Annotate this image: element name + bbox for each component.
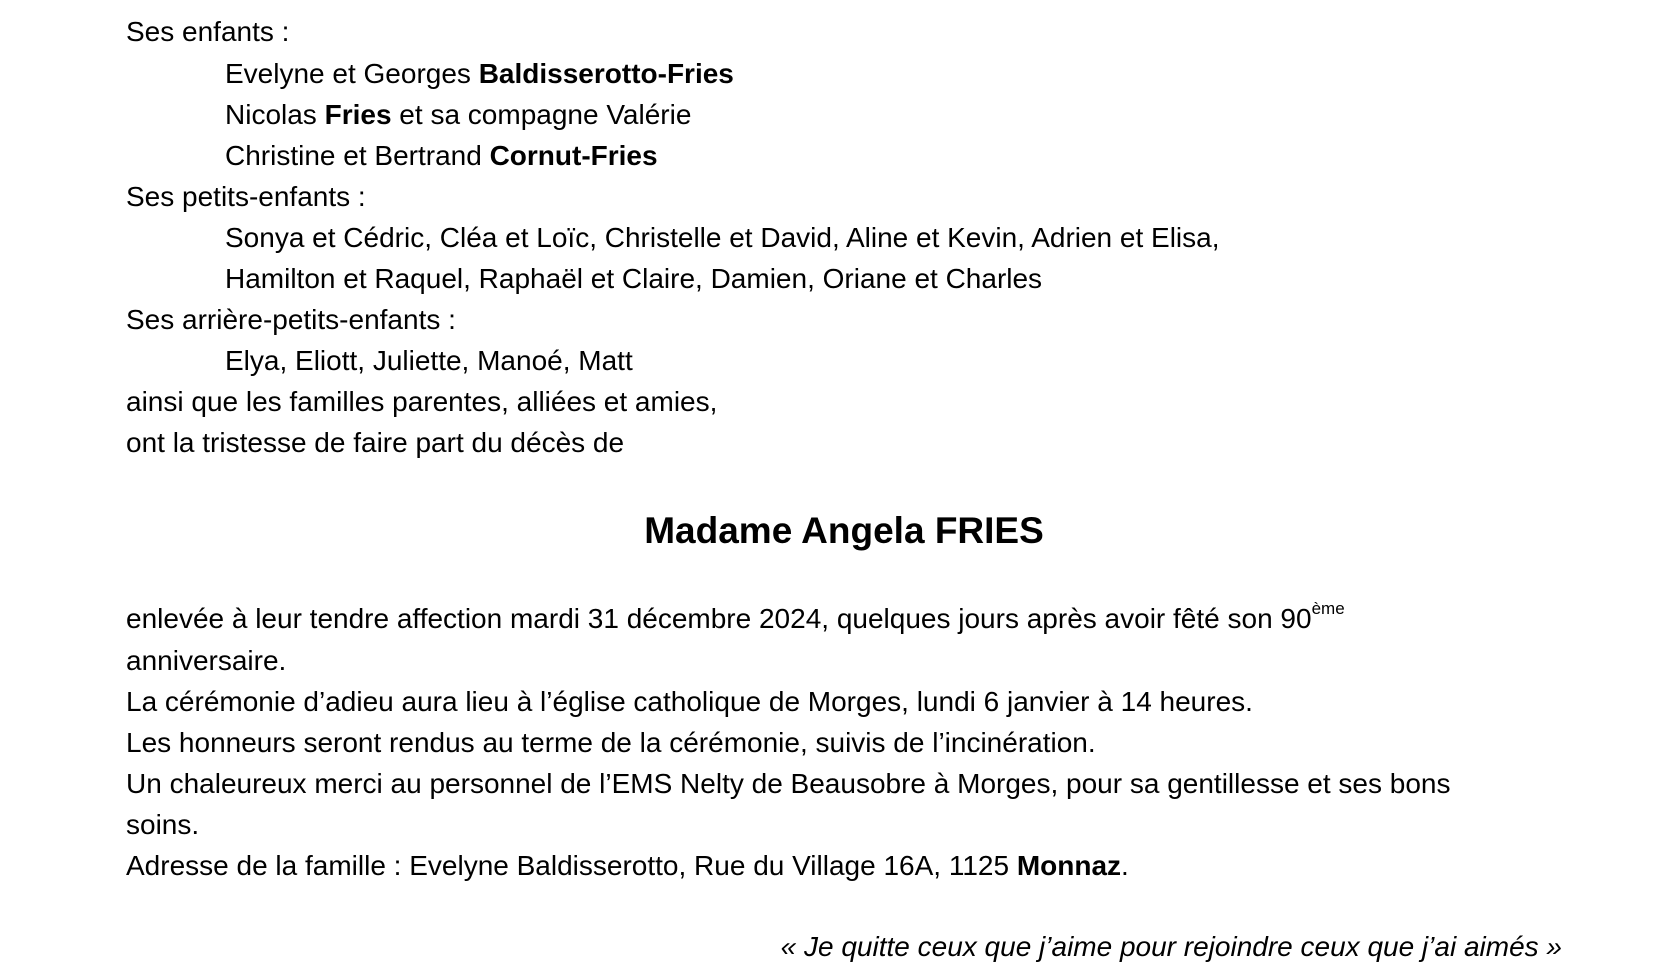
ordinal-suffix: ème bbox=[1311, 599, 1345, 618]
great-grandchildren-heading: Ses arrière-petits-enfants : bbox=[126, 304, 456, 335]
child-line-2 bbox=[225, 94, 691, 135]
address-text: Adresse de la famille : Evelyne Baldisserotto, Rue du Village 16A, 1125 bbox=[126, 850, 1017, 881]
grandchildren-line-1: Sonya et Cédric, Cléa et Loïc, Christelle et David, Aline et Kevin, Adrien et Elisa, bbox=[225, 222, 1220, 253]
thanks-line-1: Un chaleureux merci au personnel de l’EMS Nelty de Beausobre à Morges, pour sa gentillesse et ses bons bbox=[126, 768, 1451, 799]
deceased-name: Madame Angela FRIES bbox=[644, 510, 1044, 551]
grandchildren-heading: Ses petits-enfants : bbox=[126, 181, 366, 212]
closing-quote: « Je quitte ceux que j’aime pour rejoindre ceux que j’ai aimés » bbox=[780, 931, 1562, 962]
child-2-suffix: et sa compagne Valérie bbox=[391, 99, 692, 130]
child-2-first-names: Nicolas bbox=[225, 99, 325, 130]
body-line-1 bbox=[126, 598, 1345, 639]
address-period: . bbox=[1121, 850, 1129, 881]
child-line-1 bbox=[225, 53, 734, 94]
grandchildren-line-2: Hamilton et Raquel, Raphaël et Claire, Damien, Oriane et Charles bbox=[225, 263, 1043, 294]
child-1-first-names: Evelyne et Georges bbox=[225, 58, 479, 89]
body-line-2: anniversaire. bbox=[126, 645, 287, 676]
child-line-3 bbox=[225, 135, 658, 176]
child-1-surname: Baldisserotto-Fries bbox=[478, 58, 734, 89]
children-heading: Ses enfants : bbox=[126, 16, 290, 47]
passing-text: enlevée à leur tendre affection mardi 31 décembre 2024, quelques jours après avoir fêté son 90 bbox=[126, 603, 1312, 634]
thanks-line-2: soins. bbox=[126, 809, 200, 840]
child-3-surname: Cornut-Fries bbox=[489, 140, 658, 171]
child-3-first-names: Christine et Bertrand bbox=[225, 140, 490, 171]
ceremony-line: La cérémonie d’adieu aura lieu à l’église catholique de Morges, lundi 6 janvier à 14 heures. bbox=[126, 686, 1253, 717]
child-2-surname: Fries bbox=[324, 99, 392, 130]
family-address bbox=[126, 845, 1129, 886]
announce-line: ont la tristesse de faire part du décès de bbox=[126, 427, 625, 458]
address-town: Monnaz bbox=[1016, 850, 1122, 881]
honours-line: Les honneurs seront rendus au terme de la cérémonie, suivis de l’incinération. bbox=[126, 727, 1096, 758]
great-grandchildren-line-1: Elya, Eliott, Juliette, Manoé, Matt bbox=[225, 345, 633, 376]
families-line: ainsi que les familles parentes, alliées et amies, bbox=[126, 386, 718, 417]
